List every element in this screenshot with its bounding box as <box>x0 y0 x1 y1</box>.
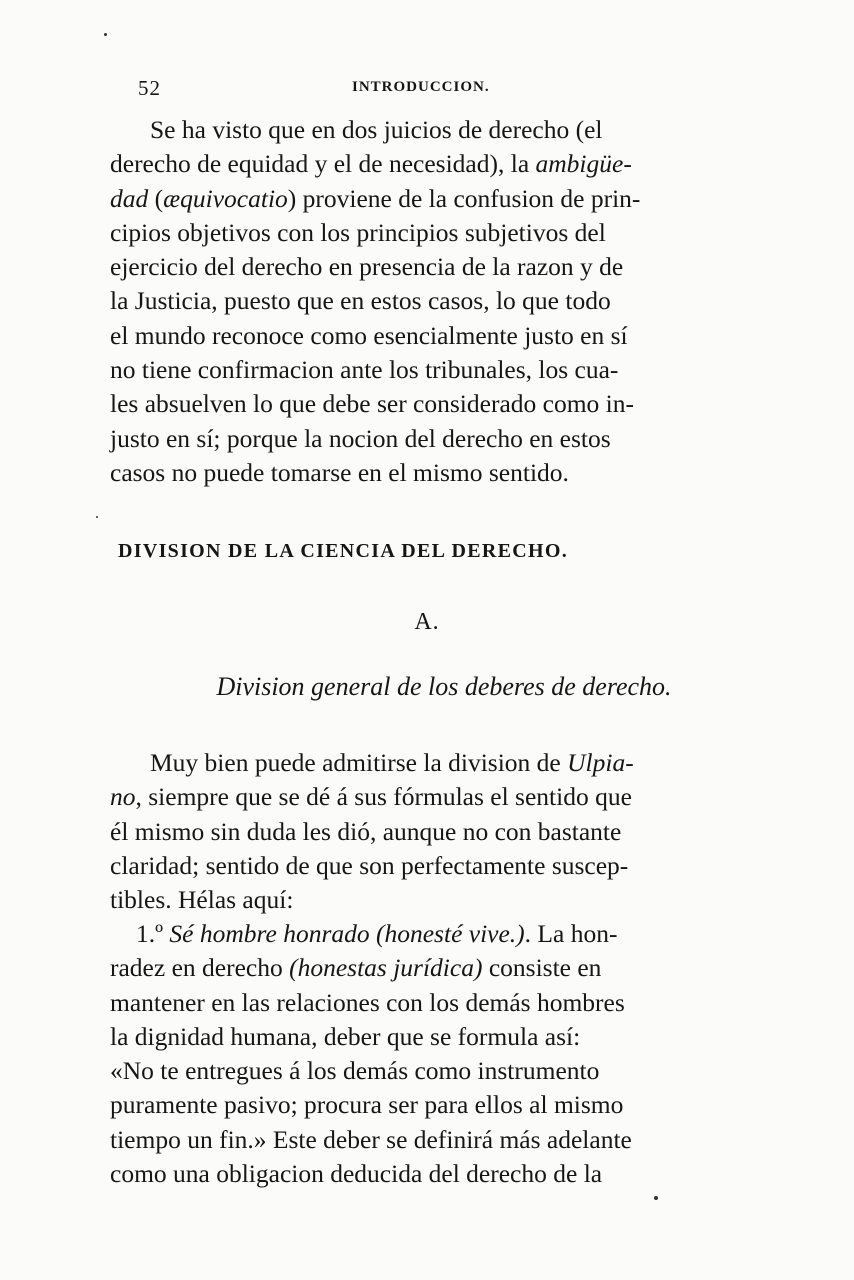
text-run: cipios objetivos con los principios subjetivos del <box>110 217 606 247</box>
paragraph-intro <box>110 113 750 490</box>
italic-term-ambiguedad-cont: dad <box>110 183 149 213</box>
text-run: él mismo sin duda les dió, aunque no con bastante <box>110 816 622 846</box>
running-head <box>138 76 754 100</box>
text-run: «No te entregues á los demás como instrumento <box>110 1056 600 1086</box>
italic-term-honestas: (honestas jurídica) <box>289 953 483 983</box>
text-line <box>110 113 750 147</box>
text-run: les absuelven lo que debe ser considerado como in- <box>110 389 634 419</box>
text-line <box>110 1123 750 1157</box>
text-line <box>110 353 750 387</box>
text-line <box>110 1054 750 1088</box>
subsection-heading: Division general de los deberes de derecho. <box>216 672 672 701</box>
italic-name-ulpiano: Ulpia- <box>567 748 634 777</box>
text-line <box>110 815 750 849</box>
scan-speck <box>104 33 107 36</box>
text-line <box>110 917 750 951</box>
scan-speck <box>654 1196 658 1200</box>
text-run: mantener en las relaciones con los demás hombres <box>110 987 625 1017</box>
text-run: tiempo un fin.» Este deber se definirá más adelante <box>110 1124 632 1154</box>
text-line <box>110 883 750 917</box>
text-line <box>110 182 750 216</box>
italic-term-aequivocatio: æquivocatio <box>163 183 288 213</box>
text-run: el mundo reconoce como esencialmente justo en sí <box>110 320 628 350</box>
text-line <box>110 746 750 780</box>
scan-speck <box>96 516 98 518</box>
text-run: consiste en <box>482 953 602 983</box>
text-run: claridad; sentido de que son perfectamente suscep- <box>110 850 629 880</box>
text-run: no tiene confirmacion ante los tribunales, los cua- <box>110 355 619 385</box>
text-run: derecho de equidad y el de necesidad), la <box>110 149 536 179</box>
italic-name-ulpiano-cont: no <box>110 782 136 812</box>
text-run: Muy bien puede admitirse la division de <box>150 748 568 777</box>
text-line <box>110 147 750 181</box>
text-line <box>110 951 750 985</box>
text-line <box>110 387 750 421</box>
text-line <box>110 1020 750 1054</box>
text-run: , siempre que se dé á sus fórmulas el sentido que <box>135 782 632 812</box>
text-run: puramente pasivo; procura ser para ellos al mismo <box>110 1090 624 1120</box>
text-line <box>110 216 750 250</box>
section-letter: A. <box>414 609 440 635</box>
text-line <box>110 422 750 456</box>
text-line <box>110 456 750 490</box>
section-heading: DIVISION DE LA CIENCIA DEL DERECHO. <box>118 540 569 562</box>
text-run: casos no puede tomarse en el mismo sentido. <box>110 457 569 487</box>
text-run: justo en sí; porque la nocion del derecho en estos <box>110 423 611 453</box>
text-line <box>110 1088 750 1122</box>
italic-term-ambiguedad: ambigüe- <box>535 149 632 179</box>
text-run: Se ha visto que en dos juicios de derecho (el <box>150 115 603 144</box>
text-line <box>110 250 750 284</box>
text-run: la Justicia, puesto que en estos casos, lo que todo <box>110 286 611 316</box>
running-title: INTRODUCCION. <box>352 79 490 95</box>
page-number: 52 <box>138 76 161 100</box>
paragraph-honeste-vive <box>110 917 750 1191</box>
text-run: como una obligacion deducida del derecho de la <box>110 1159 603 1189</box>
text-run: ( <box>148 183 164 213</box>
text-line <box>110 986 750 1020</box>
paragraph-ulpiano <box>110 746 750 917</box>
text-run: . La hon- <box>524 919 618 948</box>
text-line <box>110 780 750 814</box>
text-line <box>110 319 750 353</box>
text-run: la dignidad humana, deber que se formula así: <box>110 1021 581 1051</box>
text-run: ) proviene de la confusion de prin- <box>287 183 641 213</box>
text-run: tibles. Hélas aquí: <box>110 885 294 915</box>
list-number: 1.º <box>136 919 170 948</box>
text-line <box>110 284 750 318</box>
text-line <box>110 849 750 883</box>
italic-precept: Sé hombre honrado (honesté vive.) <box>169 919 525 948</box>
text-run: ejercicio del derecho en presencia de la razon y de <box>110 252 624 282</box>
text-line <box>110 1157 750 1191</box>
text-run: radez en derecho <box>110 953 290 983</box>
